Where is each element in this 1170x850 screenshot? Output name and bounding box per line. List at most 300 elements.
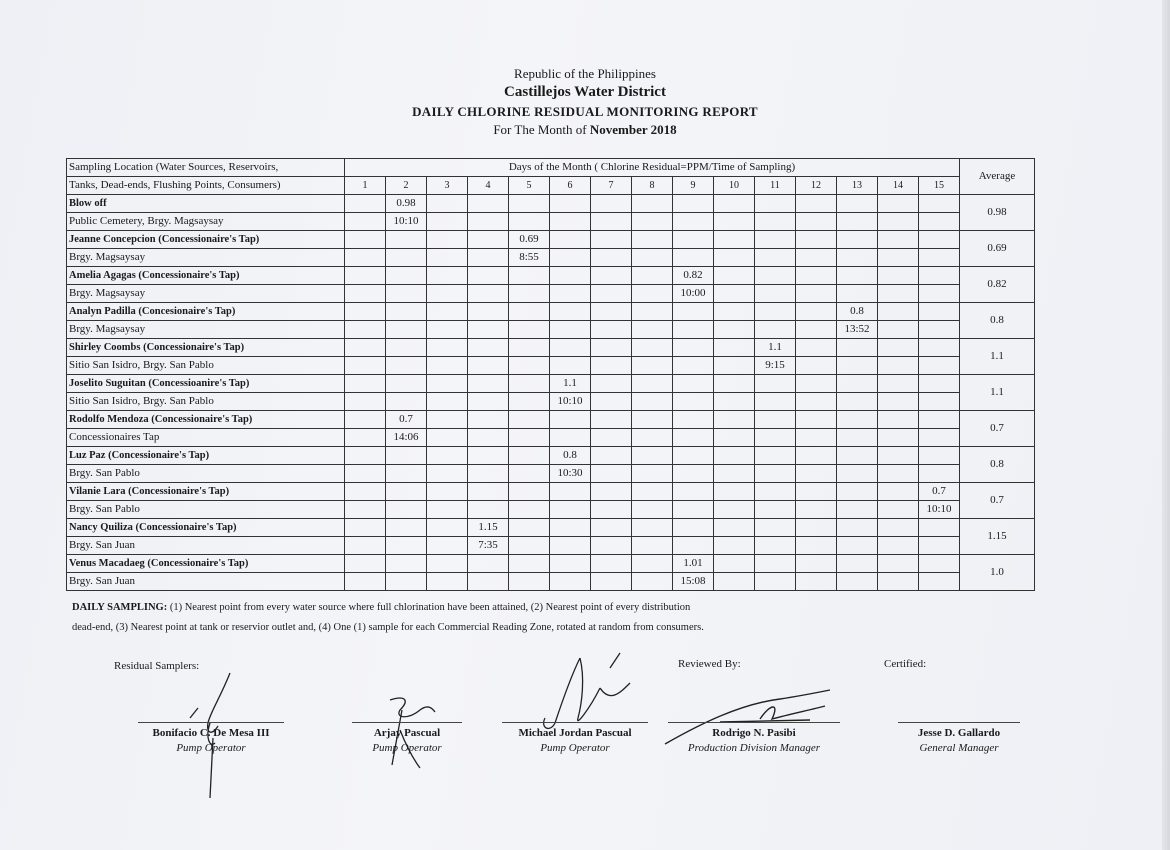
signatory-name: Rodrigo N. Pasibi [712, 727, 796, 739]
empty-cell [837, 393, 878, 411]
empty-cell [550, 411, 591, 429]
empty-cell [345, 411, 386, 429]
empty-cell [878, 321, 919, 339]
average-value: 0.69 [960, 231, 1035, 267]
empty-cell [345, 231, 386, 249]
empty-cell [837, 339, 878, 357]
empty-cell [386, 339, 427, 357]
empty-cell [837, 501, 878, 519]
empty-cell [345, 573, 386, 591]
empty-cell [632, 249, 673, 267]
empty-cell [837, 447, 878, 465]
empty-cell [591, 465, 632, 483]
empty-cell [509, 303, 550, 321]
table-row [67, 375, 1035, 393]
empty-cell [919, 285, 960, 303]
empty-cell [550, 429, 591, 447]
empty-cell [509, 339, 550, 357]
empty-cell [919, 465, 960, 483]
empty-cell [714, 321, 755, 339]
signatory-title: Production Division Manager [687, 742, 821, 754]
table-row [67, 519, 1035, 537]
empty-cell [714, 213, 755, 231]
header-district: Castillejos Water District [504, 84, 666, 100]
header-republic: Republic of the Philippines [514, 66, 656, 81]
empty-cell [673, 231, 714, 249]
sampling-time: 15:08 [673, 573, 714, 591]
empty-cell [919, 321, 960, 339]
empty-cell [427, 537, 468, 555]
empty-cell [591, 501, 632, 519]
empty-cell [878, 213, 919, 231]
signature-line [352, 722, 462, 723]
empty-cell [837, 519, 878, 537]
residual-value: 1.15 [468, 519, 509, 537]
empty-cell [509, 321, 550, 339]
empty-cell [591, 411, 632, 429]
location-address: Brgy. Magsaysay [67, 285, 345, 303]
empty-cell [673, 303, 714, 321]
empty-cell [386, 249, 427, 267]
empty-cell [427, 249, 468, 267]
empty-cell [673, 321, 714, 339]
empty-cell [673, 429, 714, 447]
empty-cell [755, 231, 796, 249]
table-header-row-2 [67, 177, 1035, 195]
empty-cell [509, 375, 550, 393]
empty-cell [345, 555, 386, 573]
empty-cell [591, 249, 632, 267]
empty-cell [386, 465, 427, 483]
empty-cell [837, 267, 878, 285]
signatory-name: Bonifacio C. De Mesa III [152, 727, 270, 739]
empty-cell [632, 519, 673, 537]
day-header-15: 15 [919, 177, 960, 195]
empty-cell [345, 357, 386, 375]
average-value: 1.0 [960, 555, 1035, 591]
table-row [67, 447, 1035, 465]
empty-cell [919, 213, 960, 231]
empty-cell [345, 267, 386, 285]
empty-cell [796, 195, 837, 213]
empty-cell [386, 375, 427, 393]
empty-cell [796, 267, 837, 285]
residual-value: 1.1 [550, 375, 591, 393]
signatory-title: Pump Operator [372, 742, 442, 754]
empty-cell [673, 195, 714, 213]
empty-cell [796, 285, 837, 303]
empty-cell [837, 213, 878, 231]
empty-cell [345, 195, 386, 213]
empty-cell [427, 357, 468, 375]
empty-cell [878, 393, 919, 411]
empty-cell [796, 537, 837, 555]
empty-cell [386, 303, 427, 321]
empty-cell [386, 357, 427, 375]
sampling-time: 10:10 [386, 213, 427, 231]
empty-cell [755, 195, 796, 213]
location-address: Brgy. San Juan [67, 537, 345, 555]
empty-cell [714, 339, 755, 357]
empty-cell [550, 321, 591, 339]
empty-cell [345, 339, 386, 357]
empty-cell [386, 231, 427, 249]
day-header-6: 6 [550, 177, 591, 195]
location-name: Jeanne Concepcion (Concessionaire's Tap) [67, 231, 345, 249]
empty-cell [345, 303, 386, 321]
empty-cell [714, 519, 755, 537]
empty-cell [345, 447, 386, 465]
empty-cell [796, 357, 837, 375]
empty-cell [550, 537, 591, 555]
signatory-4 [668, 722, 840, 754]
empty-cell [427, 501, 468, 519]
day-header-2: 2 [386, 177, 427, 195]
empty-cell [509, 519, 550, 537]
empty-cell [550, 249, 591, 267]
empty-cell [345, 321, 386, 339]
empty-cell [796, 303, 837, 321]
signatory-3 [502, 722, 648, 754]
location-name: Rodolfo Mendoza (Concessionaire's Tap) [67, 411, 345, 429]
empty-cell [755, 267, 796, 285]
empty-cell [714, 393, 755, 411]
empty-cell [919, 357, 960, 375]
empty-cell [345, 249, 386, 267]
empty-cell [837, 357, 878, 375]
empty-cell [345, 537, 386, 555]
empty-cell [673, 357, 714, 375]
empty-cell [468, 573, 509, 591]
sampling-time: 10:10 [919, 501, 960, 519]
signature-line [502, 722, 648, 723]
empty-cell [632, 303, 673, 321]
empty-cell [714, 267, 755, 285]
sampling-time: 10:30 [550, 465, 591, 483]
empty-cell [837, 465, 878, 483]
empty-cell [837, 573, 878, 591]
empty-cell [878, 555, 919, 573]
empty-cell [632, 357, 673, 375]
empty-cell [796, 249, 837, 267]
empty-cell [919, 339, 960, 357]
residual-value: 0.98 [386, 195, 427, 213]
location-address: Sitio San Isidro, Brgy. San Pablo [67, 393, 345, 411]
empty-cell [755, 393, 796, 411]
empty-cell [755, 483, 796, 501]
table-row-sub [67, 393, 1035, 411]
empty-cell [550, 483, 591, 501]
empty-cell [427, 483, 468, 501]
empty-cell [714, 465, 755, 483]
empty-cell [878, 411, 919, 429]
empty-cell [427, 393, 468, 411]
empty-cell [591, 267, 632, 285]
table-row [67, 195, 1035, 213]
empty-cell [386, 519, 427, 537]
empty-cell [796, 411, 837, 429]
day-header-7: 7 [591, 177, 632, 195]
empty-cell [673, 213, 714, 231]
empty-cell [755, 429, 796, 447]
location-name: Vilanie Lara (Concessionaire's Tap) [67, 483, 345, 501]
empty-cell [632, 537, 673, 555]
residual-value: 0.7 [386, 411, 427, 429]
empty-cell [878, 465, 919, 483]
empty-cell [796, 447, 837, 465]
empty-cell [837, 285, 878, 303]
empty-cell [468, 375, 509, 393]
location-name: Amelia Agagas (Concessionaire's Tap) [67, 267, 345, 285]
empty-cell [427, 429, 468, 447]
empty-cell [591, 339, 632, 357]
empty-cell [837, 411, 878, 429]
residual-value: 1.01 [673, 555, 714, 573]
empty-cell [427, 339, 468, 357]
empty-cell [878, 537, 919, 555]
empty-cell [550, 555, 591, 573]
empty-cell [755, 555, 796, 573]
empty-cell [345, 483, 386, 501]
empty-cell [796, 429, 837, 447]
empty-cell [632, 321, 673, 339]
empty-cell [796, 483, 837, 501]
empty-cell [427, 573, 468, 591]
empty-cell [468, 501, 509, 519]
empty-cell [878, 285, 919, 303]
empty-cell [755, 465, 796, 483]
table-row [67, 303, 1035, 321]
empty-cell [796, 465, 837, 483]
empty-cell [550, 339, 591, 357]
empty-cell [919, 519, 960, 537]
empty-cell [714, 555, 755, 573]
empty-cell [591, 321, 632, 339]
empty-cell [468, 411, 509, 429]
location-header-line2: Tanks, Dead-ends, Flushing Points, Consumers) [67, 177, 345, 195]
empty-cell [591, 285, 632, 303]
empty-cell [796, 555, 837, 573]
empty-cell [632, 429, 673, 447]
empty-cell [714, 537, 755, 555]
empty-cell [878, 195, 919, 213]
empty-cell [550, 231, 591, 249]
empty-cell [468, 339, 509, 357]
empty-cell [878, 267, 919, 285]
empty-cell [796, 339, 837, 357]
table-row-sub [67, 537, 1035, 555]
empty-cell [468, 321, 509, 339]
empty-cell [386, 483, 427, 501]
location-address: Brgy. Magsaysay [67, 249, 345, 267]
empty-cell [796, 501, 837, 519]
empty-cell [919, 537, 960, 555]
empty-cell [919, 303, 960, 321]
empty-cell [878, 375, 919, 393]
empty-cell [632, 411, 673, 429]
empty-cell [550, 519, 591, 537]
signature-line [898, 722, 1020, 723]
empty-cell [509, 429, 550, 447]
location-address: Brgy. Magsaysay [67, 321, 345, 339]
footnote-line2: dead-end, (3) Nearest point at tank or reservior outlet and, (4) One (1) sample for each Commercial Reading Zone, rotated at random from consumers. [72, 622, 704, 633]
empty-cell [468, 393, 509, 411]
empty-cell [796, 393, 837, 411]
empty-cell [796, 573, 837, 591]
empty-cell [427, 447, 468, 465]
empty-cell [427, 213, 468, 231]
reviewed-label: Reviewed By: [678, 658, 741, 670]
samplers-label: Residual Samplers: [114, 660, 200, 672]
average-value: 1.1 [960, 375, 1035, 411]
empty-cell [919, 573, 960, 591]
empty-cell [509, 501, 550, 519]
empty-cell [919, 411, 960, 429]
empty-cell [468, 213, 509, 231]
empty-cell [345, 465, 386, 483]
empty-cell [386, 267, 427, 285]
table-row [67, 483, 1035, 501]
empty-cell [919, 249, 960, 267]
empty-cell [878, 231, 919, 249]
signatory-name: Jesse D. Gallardo [917, 727, 1001, 739]
empty-cell [673, 519, 714, 537]
empty-cell [878, 483, 919, 501]
empty-cell [673, 393, 714, 411]
empty-cell [755, 303, 796, 321]
empty-cell [878, 501, 919, 519]
days-header: Days of the Month ( Chlorine Residual=PPM/Time of Sampling) [345, 159, 960, 177]
empty-cell [632, 285, 673, 303]
empty-cell [509, 465, 550, 483]
empty-cell [345, 429, 386, 447]
empty-cell [468, 285, 509, 303]
empty-cell [673, 375, 714, 393]
empty-cell [509, 267, 550, 285]
location-name: Nancy Quiliza (Concessionaire's Tap) [67, 519, 345, 537]
empty-cell [714, 357, 755, 375]
empty-cell [714, 195, 755, 213]
empty-cell [878, 339, 919, 357]
empty-cell [673, 447, 714, 465]
table-row [67, 231, 1035, 249]
location-address: Brgy. San Juan [67, 573, 345, 591]
average-value: 0.8 [960, 303, 1035, 339]
signatory-2 [352, 722, 462, 754]
empty-cell [468, 231, 509, 249]
empty-cell [427, 555, 468, 573]
empty-cell [468, 465, 509, 483]
empty-cell [427, 231, 468, 249]
empty-cell [468, 267, 509, 285]
empty-cell [755, 519, 796, 537]
empty-cell [755, 411, 796, 429]
location-name: Analyn Padilla (Concesionaire's Tap) [67, 303, 345, 321]
empty-cell [632, 339, 673, 357]
empty-cell [714, 303, 755, 321]
empty-cell [755, 321, 796, 339]
location-address: Brgy. San Pablo [67, 465, 345, 483]
empty-cell [509, 195, 550, 213]
empty-cell [591, 357, 632, 375]
empty-cell [386, 501, 427, 519]
empty-cell [837, 375, 878, 393]
empty-cell [591, 447, 632, 465]
average-value: 1.1 [960, 339, 1035, 375]
empty-cell [837, 483, 878, 501]
empty-cell [714, 375, 755, 393]
day-header-10: 10 [714, 177, 755, 195]
empty-cell [550, 195, 591, 213]
empty-cell [550, 501, 591, 519]
empty-cell [345, 393, 386, 411]
empty-cell [386, 321, 427, 339]
empty-cell [591, 537, 632, 555]
empty-cell [919, 267, 960, 285]
signatory-1 [138, 722, 284, 754]
empty-cell [632, 465, 673, 483]
empty-cell [591, 483, 632, 501]
empty-cell [591, 555, 632, 573]
empty-cell [509, 357, 550, 375]
empty-cell [509, 447, 550, 465]
table-row-sub [67, 249, 1035, 267]
empty-cell [591, 393, 632, 411]
empty-cell [919, 447, 960, 465]
empty-cell [796, 519, 837, 537]
empty-cell [632, 375, 673, 393]
empty-cell [755, 447, 796, 465]
empty-cell [632, 483, 673, 501]
empty-cell [509, 573, 550, 591]
empty-cell [714, 573, 755, 591]
day-header-9: 9 [673, 177, 714, 195]
empty-cell [345, 213, 386, 231]
empty-cell [632, 393, 673, 411]
empty-cell [673, 465, 714, 483]
empty-cell [345, 519, 386, 537]
empty-cell [468, 483, 509, 501]
empty-cell [878, 519, 919, 537]
certified-label: Certified: [884, 658, 927, 670]
empty-cell [878, 357, 919, 375]
table-row [67, 267, 1035, 285]
empty-cell [714, 285, 755, 303]
location-address: Sitio San Isidro, Brgy. San Pablo [67, 357, 345, 375]
empty-cell [755, 375, 796, 393]
empty-cell [632, 447, 673, 465]
empty-cell [673, 483, 714, 501]
location-address: Brgy. San Pablo [67, 501, 345, 519]
empty-cell [878, 249, 919, 267]
empty-cell [632, 555, 673, 573]
empty-cell [755, 501, 796, 519]
empty-cell [427, 411, 468, 429]
empty-cell [550, 573, 591, 591]
empty-cell [427, 267, 468, 285]
sampling-time: 10:00 [673, 285, 714, 303]
empty-cell [878, 429, 919, 447]
empty-cell [755, 285, 796, 303]
day-header-1: 1 [345, 177, 386, 195]
empty-cell [632, 231, 673, 249]
table-row-sub [67, 429, 1035, 447]
empty-cell [796, 231, 837, 249]
empty-cell [714, 501, 755, 519]
empty-cell [837, 231, 878, 249]
table-row-sub [67, 213, 1035, 231]
location-name: Joselito Suguitan (Concessioanire's Tap) [67, 375, 345, 393]
